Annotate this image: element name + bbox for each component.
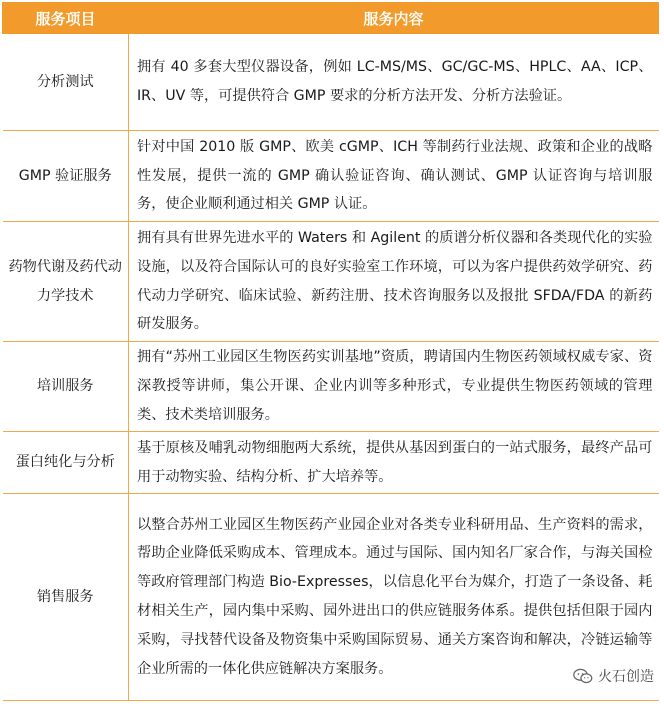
service-name: GMP 验证服务	[3, 131, 129, 222]
table-row	[3, 131, 659, 222]
service-content: 拥有 40 多套大型仪器设备，例如 LC-MS/MS、GC/GC-MS、HPLC、AA、ICP、IR、UV 等，可提供符合 GMP 要求的分析方法开发、分析方法验证。	[129, 34, 659, 131]
table-row	[3, 342, 659, 432]
service-content: 拥有“苏州工业园区生物医药实训基地”资质，聘请国内生物医药领域权威专家、资深教授等讲师，集公开课、企业内训等多种形式，专业提供生物医药领域的管理类、技术类培训服务。	[129, 342, 659, 432]
wechat-icon	[573, 668, 593, 685]
service-name: 销售服务	[3, 494, 129, 701]
watermark	[573, 666, 654, 686]
service-name: 培训服务	[3, 342, 129, 432]
services-table	[2, 2, 659, 701]
service-name: 药物代谢及药代动力学技术	[3, 222, 129, 342]
header-service: 服务项目	[3, 3, 129, 34]
header-row	[3, 3, 659, 34]
table-row	[3, 222, 659, 342]
watermark-text: 火石创造	[598, 669, 654, 685]
service-content: 拥有具有世界先进水平的 Waters 和 Agilent 的质谱分析仪器和各类现代化的实验设施，以及符合国际认可的良好实验室工作环境，可以为客户提供药效学研究、药代动力学研究、临床试验、新药注册、技术咨询服务以及报批 SFDA/FDA 的新药研发服务。	[129, 222, 659, 342]
service-name: 蛋白纯化与分析	[3, 432, 129, 494]
table-row	[3, 34, 659, 131]
service-name: 分析测试	[3, 34, 129, 131]
service-content: 以整合苏州工业园区生物医药产业园企业对各类专业科研用品、生产资料的需求，帮助企业降低采购成本、管理成本。通过与国际、国内知名厂家合作，与海关国检等政府管理部门构造 Bio-Expresses，以信息化平台为媒介，打造了一条设备、耗材相关生产，园内集中采购、园外进出口的供应链服务体系。提供包括但限于园内采购，寻找替代设备及物资集中采购国际贸易、通关方案咨询和解决，冷链运输等企业所需的一体化供应链解决方案服务。	[129, 494, 659, 701]
header-content: 服务内容	[129, 3, 659, 34]
service-content: 基于原核及哺乳动物细胞两大系统，提供从基因到蛋白的一站式服务，最终产品可用于动物实验、结构分析、扩大培养等。	[129, 432, 659, 494]
service-content: 针对中国 2010 版 GMP、欧美 cGMP、ICH 等制药行业法规、政策和企业的战略性发展，提供一流的 GMP 确认验证咨询、确认测试、GMP 认证咨询与培训服务，使企业顺利通过相关 GMP 认证。	[129, 131, 659, 222]
table-row	[3, 432, 659, 494]
table-row	[3, 494, 659, 701]
